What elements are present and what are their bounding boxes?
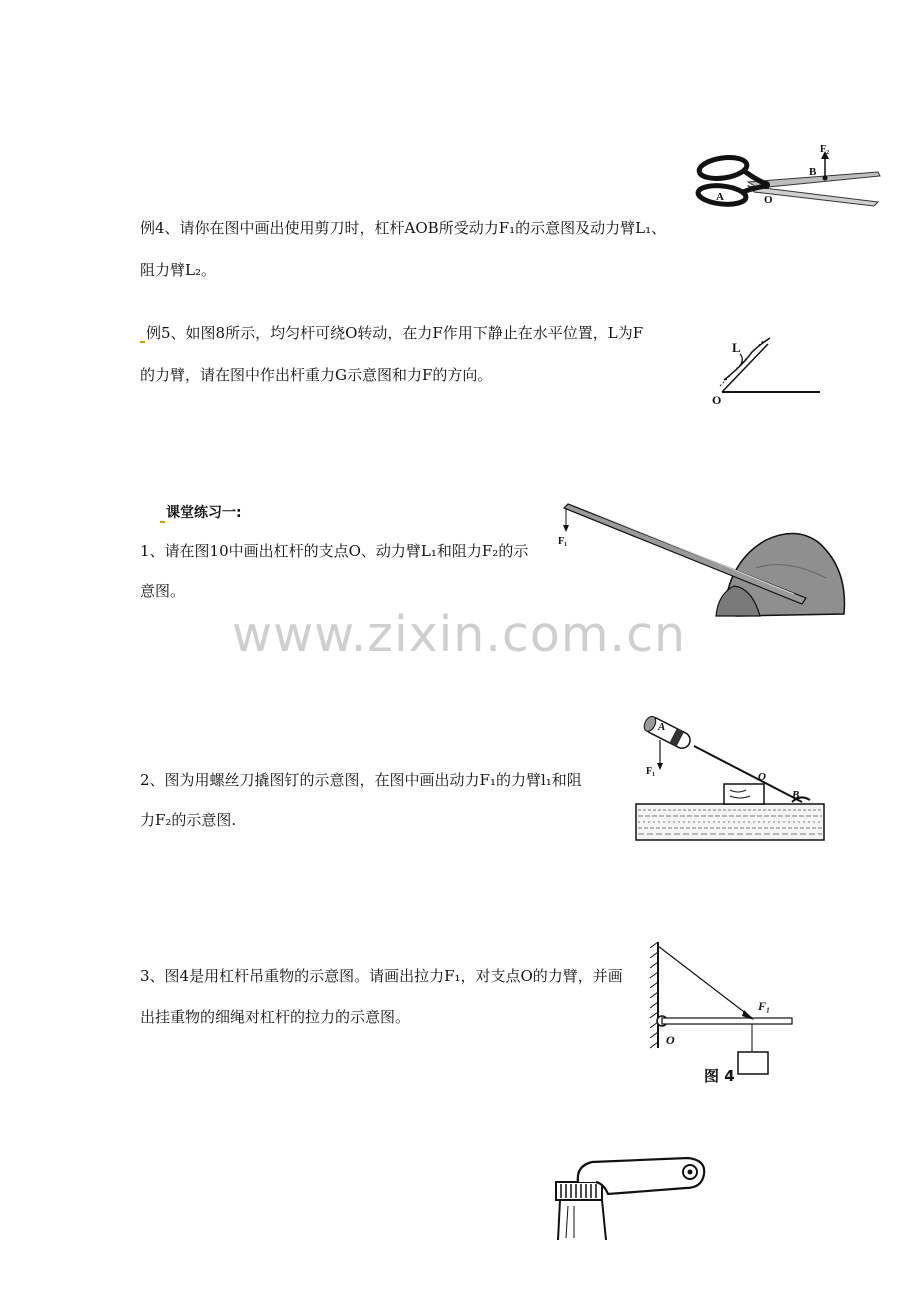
bottle-opener-figure bbox=[548, 1154, 708, 1240]
q1-text-line2: 意图。 bbox=[140, 582, 186, 600]
q2-label-b: B bbox=[792, 789, 800, 801]
ex5-label-o: O bbox=[712, 393, 722, 407]
ex5-text-line1 bbox=[140, 323, 643, 343]
q3-figure-caption: 图 4 bbox=[704, 1067, 735, 1085]
ex4-label-o: O bbox=[764, 194, 773, 206]
q2-label-o: O bbox=[758, 771, 766, 783]
q1-label-f1: F₁ bbox=[558, 536, 568, 547]
rod-figure bbox=[708, 330, 826, 408]
q3-label-f1: F₁ bbox=[758, 999, 771, 1013]
ex4-text-line1: 例4、请你在图中画出使用剪刀时，杠杆AOB所受动力F₁的示意图及动力臂L₁、 bbox=[140, 219, 667, 237]
q1-text-line1: 1、请在图10中画出杠杆的支点O、动力臂L₁和阻力F₂的示 bbox=[140, 542, 529, 560]
ex4-text-line2: 阻力臂L₂。 bbox=[140, 261, 216, 279]
ex4-label-b: B bbox=[809, 166, 817, 178]
ex4-label-a: A bbox=[716, 191, 724, 203]
q2-text-line2: 力F₂的示意图. bbox=[140, 811, 237, 829]
q2-text-line1: 2、图为用螺丝刀撬图钉的示意图，在图中画出动力F₁的力臂l₁和阻 bbox=[140, 771, 582, 789]
q3-text-line1: 3、图4是用杠杆吊重物的示意图。请画出拉力F₁，对支点O的力臂，并画 bbox=[140, 967, 623, 985]
q3-label-o: O bbox=[666, 1033, 675, 1047]
q3-text-line2: 出挂重物的细绳对杠杆的拉力的示意图。 bbox=[140, 1008, 411, 1026]
ex5-text-line2: 的力臂，请在图中作出杆重力G示意图和力F的方向。 bbox=[140, 366, 493, 384]
q2-label-a: A bbox=[658, 721, 666, 733]
watermark-text: www.zixin.com.cn bbox=[232, 606, 687, 663]
practice-heading-text: 课堂练习一: bbox=[166, 505, 242, 521]
practice-heading bbox=[160, 503, 242, 523]
scissors-figure bbox=[688, 140, 883, 220]
crowbar-rock-figure bbox=[556, 498, 854, 622]
ex5-label-l: L bbox=[732, 340, 741, 355]
screwdriver-figure bbox=[634, 712, 826, 842]
q2-label-f1: F₁ bbox=[646, 766, 656, 777]
ex5-text-line1-content: 例5、如图8所示，均匀杆可绕O转动，在力F作用下静止在水平位置，L为F bbox=[146, 324, 644, 342]
ex4-label-f2: F₂ bbox=[820, 144, 830, 155]
